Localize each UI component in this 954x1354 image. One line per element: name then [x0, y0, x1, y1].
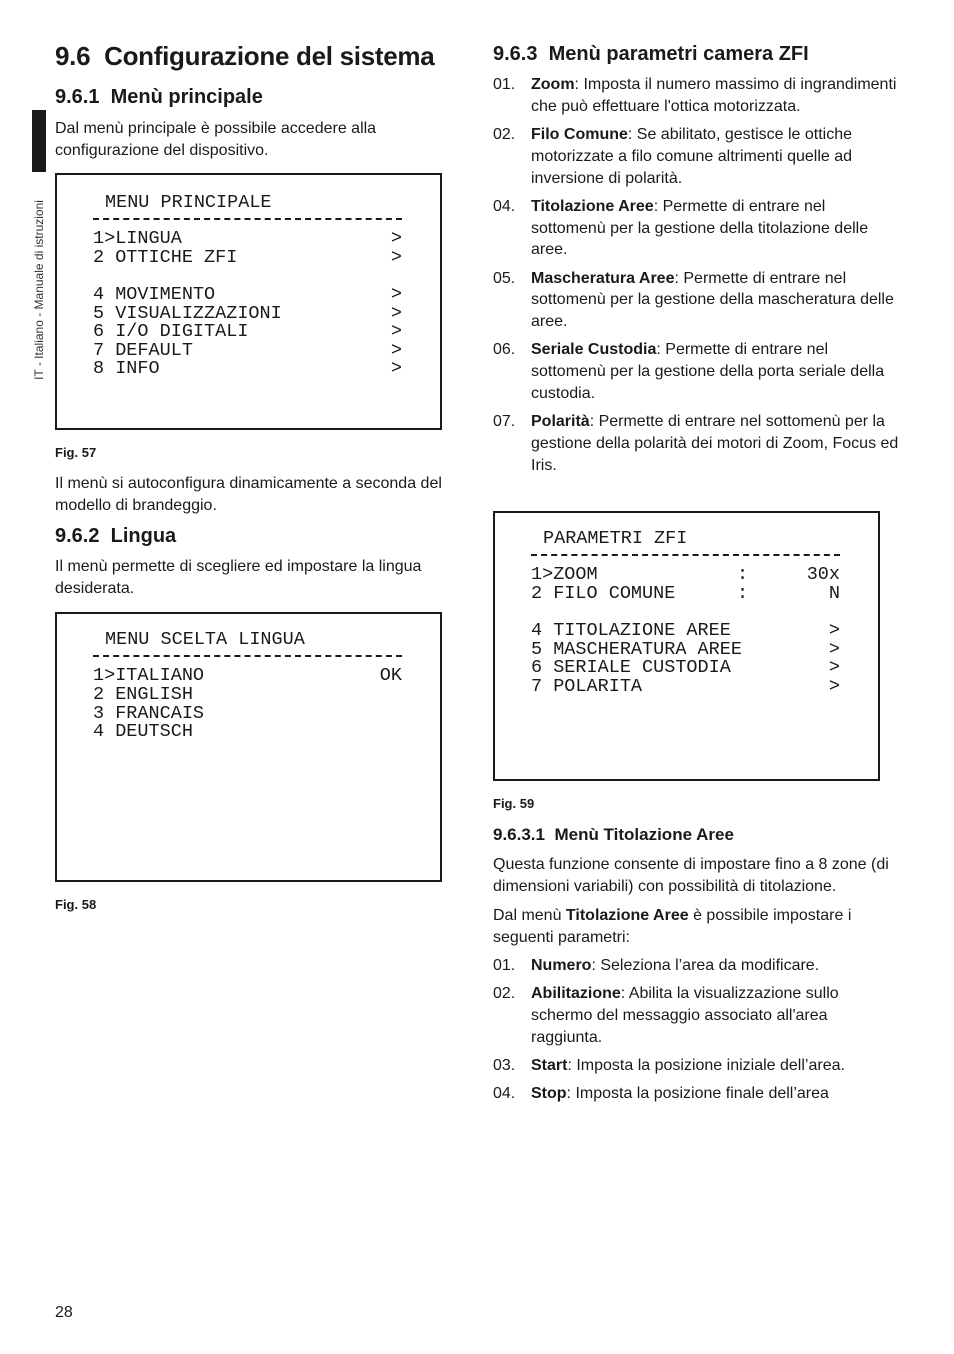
sidebar-marker — [32, 110, 46, 172]
heading-text: Menù parametri camera ZFI — [548, 43, 809, 65]
heading-text: Menù principale — [110, 86, 263, 108]
section-title — [55, 41, 434, 72]
menu-item: 2 OTTICHE ZFI > — [93, 247, 402, 268]
heading-lingua — [55, 525, 176, 548]
menu-principale-intro: Dal menù principale è possibile accedere alla configurazione del dispositivo. — [55, 120, 377, 159]
menu-item: 4 MOVIMENTO > — [93, 284, 402, 305]
menu-item: 4 TITOLAZIONE AREE > — [531, 620, 840, 641]
menu-item: 2 FILO COMUNE : N — [531, 583, 840, 604]
menu-principale-screen — [55, 173, 442, 430]
menu-item: 1>ZOOM : 30x — [531, 564, 840, 585]
list-item: 07. Polarità: Permette di entrare nel sottomenù per la gestione della polarità dei motori di Zoom, Focus ed Iris. — [493, 413, 899, 474]
menu-item: 4 DEUTSCH — [93, 721, 193, 742]
heading-number: 9.6.1 — [55, 86, 100, 108]
menu-principale-note: Il menù si autoconfigura dinamicamente a seconda del modello di brandeggio. — [55, 475, 442, 514]
heading-text: Menù Titolazione Aree — [554, 825, 734, 844]
parametri-list — [493, 74, 903, 483]
menu-item: 2 ENGLISH — [93, 684, 193, 705]
titolazione-intro-2: Dal menù Titolazione Aree è possibile impostare i seguenti parametri: — [493, 907, 852, 946]
page-number: 28 — [55, 1304, 73, 1321]
heading-titolazione — [493, 825, 734, 845]
heading-number: 9.6.3.1 — [493, 825, 545, 844]
list-item: 01. Zoom: Imposta il numero massimo di ingrandimenti che può effettuare l'ottica motorizzata. — [493, 76, 897, 115]
menu-item: 8 INFO > — [93, 358, 402, 379]
sidebar-label: IT - Italiano - Manuale di istruzioni — [32, 200, 46, 380]
list-item: 02. Filo Comune: Se abilitato, gestisce le ottiche motorizzate a filo comune altrimenti quelle ad inversione di polarità. — [493, 125, 853, 187]
menu-item: 3 FRANCAIS — [93, 703, 205, 724]
figure-caption: Fig. 57 — [55, 445, 97, 460]
menu-item: 5 VISUALIZZAZIONI > — [93, 303, 402, 324]
screen-divider — [93, 218, 402, 220]
list-item: 03. Start: Imposta la posizione iniziale dell’area. — [493, 1056, 845, 1074]
menu-item: 7 DEFAULT > — [93, 340, 402, 361]
menu-item: 5 MASCHERATURA AREE > — [531, 639, 840, 660]
lingua-intro: Il menù permette di scegliere ed impostare la lingua desiderata. — [55, 558, 422, 597]
list-item: 04. Titolazione Aree: Permette di entrare nel sottomenù per la gestione della titolazione delle aree. — [493, 197, 869, 259]
titolazione-list — [493, 955, 903, 1111]
screen-title: PARAMETRI ZFI — [543, 528, 688, 549]
screen-title: MENU PRINCIPALE — [105, 192, 272, 213]
menu-lingua-screen — [55, 612, 442, 882]
menu-item: 6 SERIALE CUSTODIA > — [531, 657, 840, 678]
menu-item: 6 I/O DIGITALI > — [93, 321, 402, 342]
screen-title: MENU SCELTA LINGUA — [105, 629, 305, 650]
heading-menu-principale — [55, 86, 263, 109]
list-item: 05. Mascheratura Aree: Permette di entrare nel sottomenù per la gestione della mascheratura delle aree. — [493, 269, 894, 331]
menu-item: 1>ITALIANO OK — [93, 665, 402, 686]
menu-parametri-screen — [493, 511, 880, 781]
screen-divider — [531, 554, 840, 556]
heading-parametri — [493, 43, 809, 66]
figure-caption: Fig. 59 — [493, 796, 535, 811]
heading-number: 9.6.2 — [55, 525, 100, 547]
section-title-text: Configurazione del sistema — [104, 41, 435, 71]
titolazione-intro: Questa funzione consente di impostare fino a 8 zone (di dimensioni variabili) con possibilità di titolazione. — [493, 856, 889, 895]
menu-item: 7 POLARITA > — [531, 676, 840, 697]
list-item: 04. Stop: Imposta la posizione finale dell’area — [493, 1085, 829, 1103]
list-item: 01. Numero: Seleziona l’area da modificare. — [493, 957, 820, 974]
list-item: 02. Abilitazione: Abilita la visualizzazione sullo schermo del messaggio associato all'area raggiunta. — [493, 985, 839, 1046]
heading-number: 9.6.3 — [493, 43, 538, 65]
menu-item: 1>LINGUA > — [93, 228, 402, 249]
screen-divider — [93, 655, 402, 657]
list-item: 06. Seriale Custodia: Permette di entrare nel sottomenù per la gestione della porta seriale della custodia. — [493, 341, 885, 402]
heading-text: Lingua — [110, 525, 177, 547]
section-number: 9.6 — [55, 41, 91, 71]
figure-caption: Fig. 58 — [55, 897, 97, 912]
